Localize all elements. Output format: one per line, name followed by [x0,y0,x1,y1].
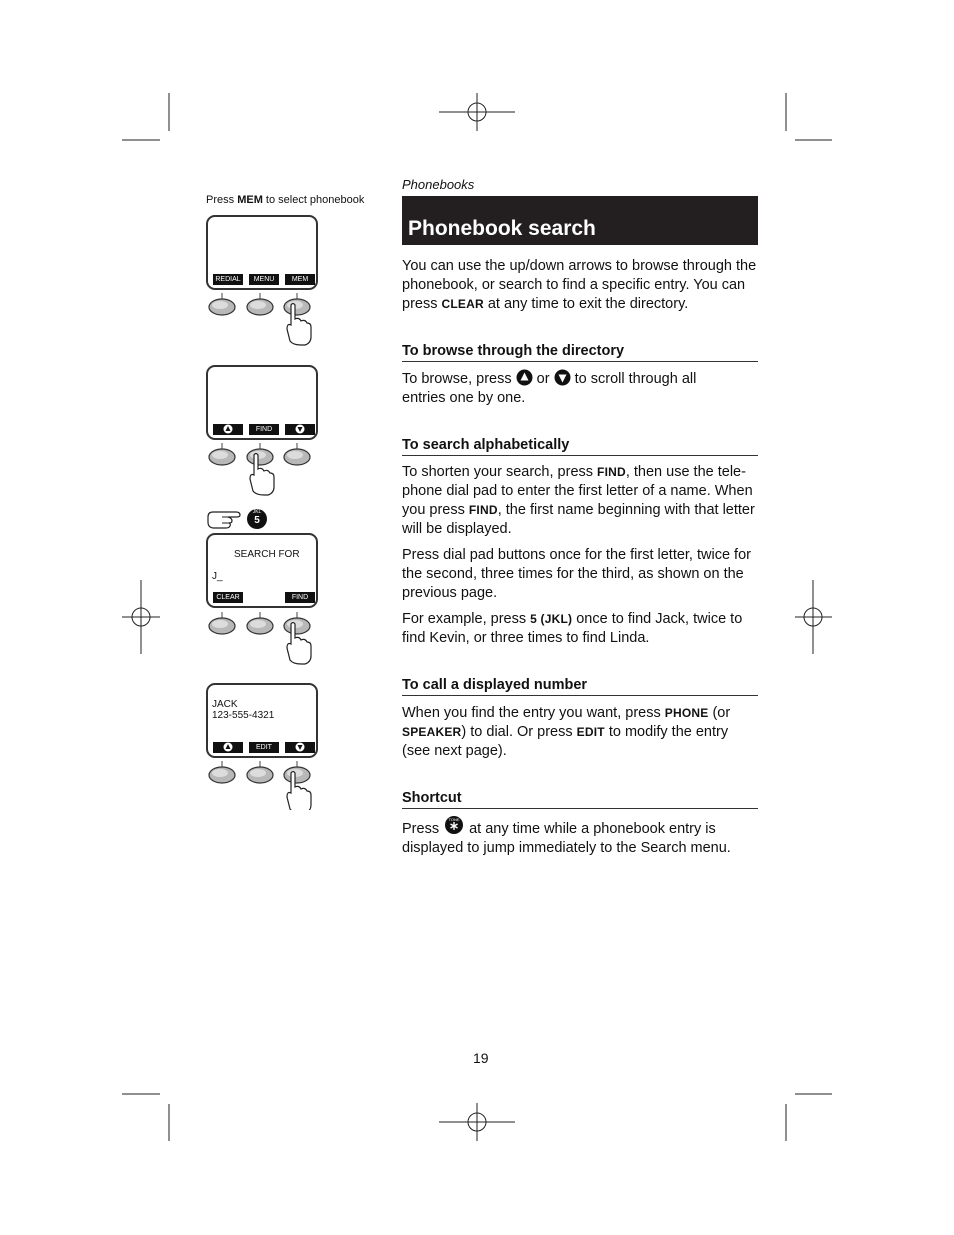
dial-key-5: JKL 5 [247,509,267,529]
title-bar [402,196,758,245]
key-find: FIND [597,465,626,479]
shortcut-paragraph: Press TONE at any time while a phonebook entry is displayed to jump immediately to the Search menu. [402,817,731,856]
registration-mark-icon [439,1103,515,1141]
softkey-redial: REDIAL [213,274,243,285]
softkey-mem: MEM [285,274,315,285]
key-clear: CLEAR [441,297,484,311]
softkey-find: FIND [285,592,315,603]
screen-prompt: SEARCH FOR [234,549,300,560]
star-key-icon: TONE [443,815,465,835]
intro-paragraph: You can use the up/down arrows to browse through the phonebook, or search to find a specific entry. You can press CLEAR at any time to exit the directory. [402,258,757,312]
softkey-clear: CLEAR [213,592,243,603]
search-paragraph-3: For example, press 5 (JKL) once to find Jack, twice to find Kevin, or three times to find Linda. [402,611,743,646]
illustration-caption: Press MEM to select phonebook [206,194,365,206]
heading-call: To call a displayed number [402,677,758,696]
heading-browse: To browse through the directory [402,343,758,362]
button-highlight [212,620,228,628]
search-paragraph-1: To shorten your search, press FIND, then use the tele-phone dial pad to enter the first letter of a name. When you press FIND, the first name beginning with that letter will be displayed. [402,464,755,537]
section-tag: Phonebooks [402,177,475,192]
caption-key: MEM [237,194,263,206]
softkey-find: FIND [249,424,279,435]
key-5-jkl: 5 (JKL) [530,612,573,626]
key-edit: EDIT [576,725,605,739]
button-highlight [212,769,228,777]
button-highlight [250,620,266,628]
button-highlight [212,451,228,459]
registration-mark-icon [439,93,515,131]
page-title: Phonebook search [408,217,596,240]
heading-shortcut: Shortcut [402,790,758,809]
registration-mark-icon [795,580,832,654]
button-highlight [287,451,303,459]
down-arrow-key-icon [554,369,571,386]
button-highlight [250,301,266,309]
handset-screen-1 [206,215,318,290]
browse-paragraph: To browse, press or to scroll through all entries one by one. [402,371,697,406]
screen-entry: J_ [212,571,223,582]
heading-search: To search alphabetically [402,437,758,456]
page-number: 19 [473,1050,489,1066]
search-paragraph-2: Press dial pad buttons once for the first letter, twice for the second, three times for the third, as shown on the previous page. [402,547,751,601]
registration-mark-icon [122,580,160,654]
up-arrow-key-icon [516,369,533,386]
screen-number: 123-555-4321 [212,710,275,721]
button-highlight [250,769,266,777]
call-paragraph: When you find the entry you want, press PHONE (or SPEAKER) to dial. Or press EDIT to modify the entry (see next page). [402,705,731,759]
key-find: FIND [468,503,498,517]
screen-name: JACK [212,699,238,710]
button-highlight [212,301,228,309]
handset-buttons [200,280,330,810]
key-phone: PHONE [664,706,709,720]
key-speaker: SPEAKER [402,725,462,739]
softkey-edit: EDIT [249,742,279,753]
softkey-menu: MENU [249,274,279,285]
